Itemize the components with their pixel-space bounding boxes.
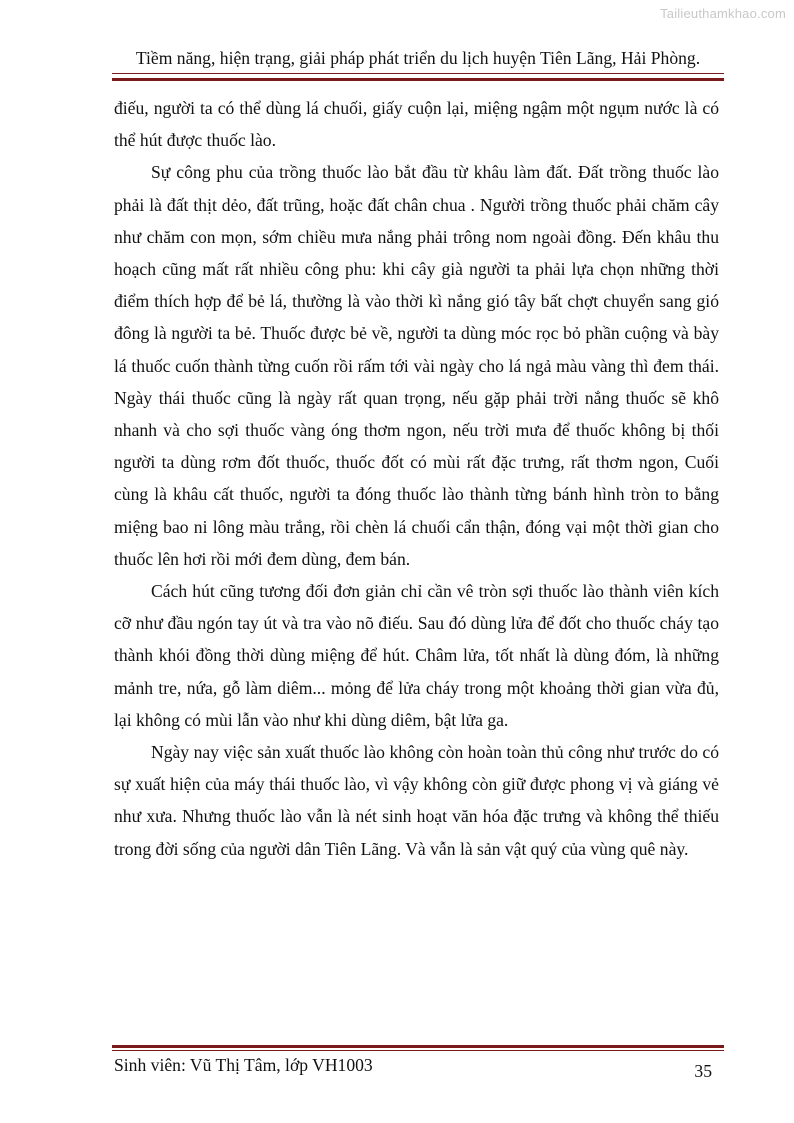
page-header-title: Tiềm năng, hiện trạng, giải pháp phát triển du lịch huyện Tiên Lãng, Hải Phòng. (135, 48, 701, 68)
paragraph-modern-production: Ngày nay việc sản xuất thuốc lào không còn hoàn toàn thủ công như trước do có sự xuất hiện của máy thái thuốc lào, vì vậy không còn giữ được phong vị và giáng vẻ như xưa. Nhưng thuốc lào vẫn là nét sinh hoạt văn hóa đặc trưng và không thể thiếu trong đời sống của người dân Tiên Lãng. Và vẫn là sản vật quý của vùng quê này. (114, 742, 719, 859)
document-body (114, 92, 719, 865)
watermark: Tailieuthamkhao.com (660, 6, 786, 21)
paragraph-smoking-method: Cách hút cũng tương đối đơn giản chỉ cần vê tròn sợi thuốc lào thành viên kích cỡ như đầu ngón tay út và tra vào nõ điếu. Sau đó dùng lửa để đốt cho thuốc cháy tạo thành khói đồng thời dùng miệng để hút. Châm lửa, tốt nhất là dùng đóm, là những mảnh tre, nứa, gỗ làm diêm... mỏng để lửa cháy trong một khoảng thời gian vừa đủ, lại không có mùi lẫn vào như khi dùng diêm, bật lửa ga. (114, 581, 719, 730)
paragraph-continuation: điếu, người ta có thể dùng lá chuối, giấy cuộn lại, miệng ngậm một ngụm nước là có thể hút được thuốc lào. (114, 98, 719, 151)
header-rule-thick (112, 78, 724, 81)
footer-student-info: Sinh viên: Vũ Thị Tâm, lớp VH1003 (114, 1055, 373, 1075)
page-number: 35 (694, 1061, 712, 1081)
footer-rule-thick (112, 1045, 724, 1048)
paragraph-cultivation: Sự công phu của trồng thuốc lào bắt đầu từ khâu làm đất. Đất trồng thuốc lào phải là đất thịt dẻo, đất trũng, hoặc đất chân chua . Người trồng thuốc phải chăm cây như chăm con mọn, sớm chiều mưa nắng phải trông nom ngoài đồng. Đến khâu thu hoạch cũng mất rất nhiều công phu: khi cây già người ta phải lựa chọn những thời điểm thích hợp để bẻ lá, thường là vào thời kì nắng gió tây bất chợt chuyển sang gió đông là người ta bẻ. Thuốc được bẻ về, người ta dùng móc rọc bỏ phần cuộng và bày lá thuốc cuốn thành từng cuốn rồi rấm tới vài ngày cho lá ngả màu vàng thì đem thái. Ngày thái thuốc cũng là ngày rất quan trọng, nếu gặp phải trời nắng thuốc sẽ khô nhanh và cho sợi thuốc vàng óng thơm ngon, nếu trời mưa để thuốc không bị thối người ta dùng rơm đốt thuốc, thuốc đốt có mùi rất đặc trưng, rất thơm ngon, Cuối cùng là khâu cất thuốc, người ta đóng thuốc lào thành từng bánh hình tròn to bằng miệng bao ni lông màu trắng, rồi chèn lá chuối cẩn thận, đóng vại một thời gian cho thuốc lên hơi rồi mới đem dùng, đem bán. (114, 162, 719, 569)
footer-rule-thin (112, 1050, 724, 1051)
header-rule-thin (112, 73, 724, 74)
